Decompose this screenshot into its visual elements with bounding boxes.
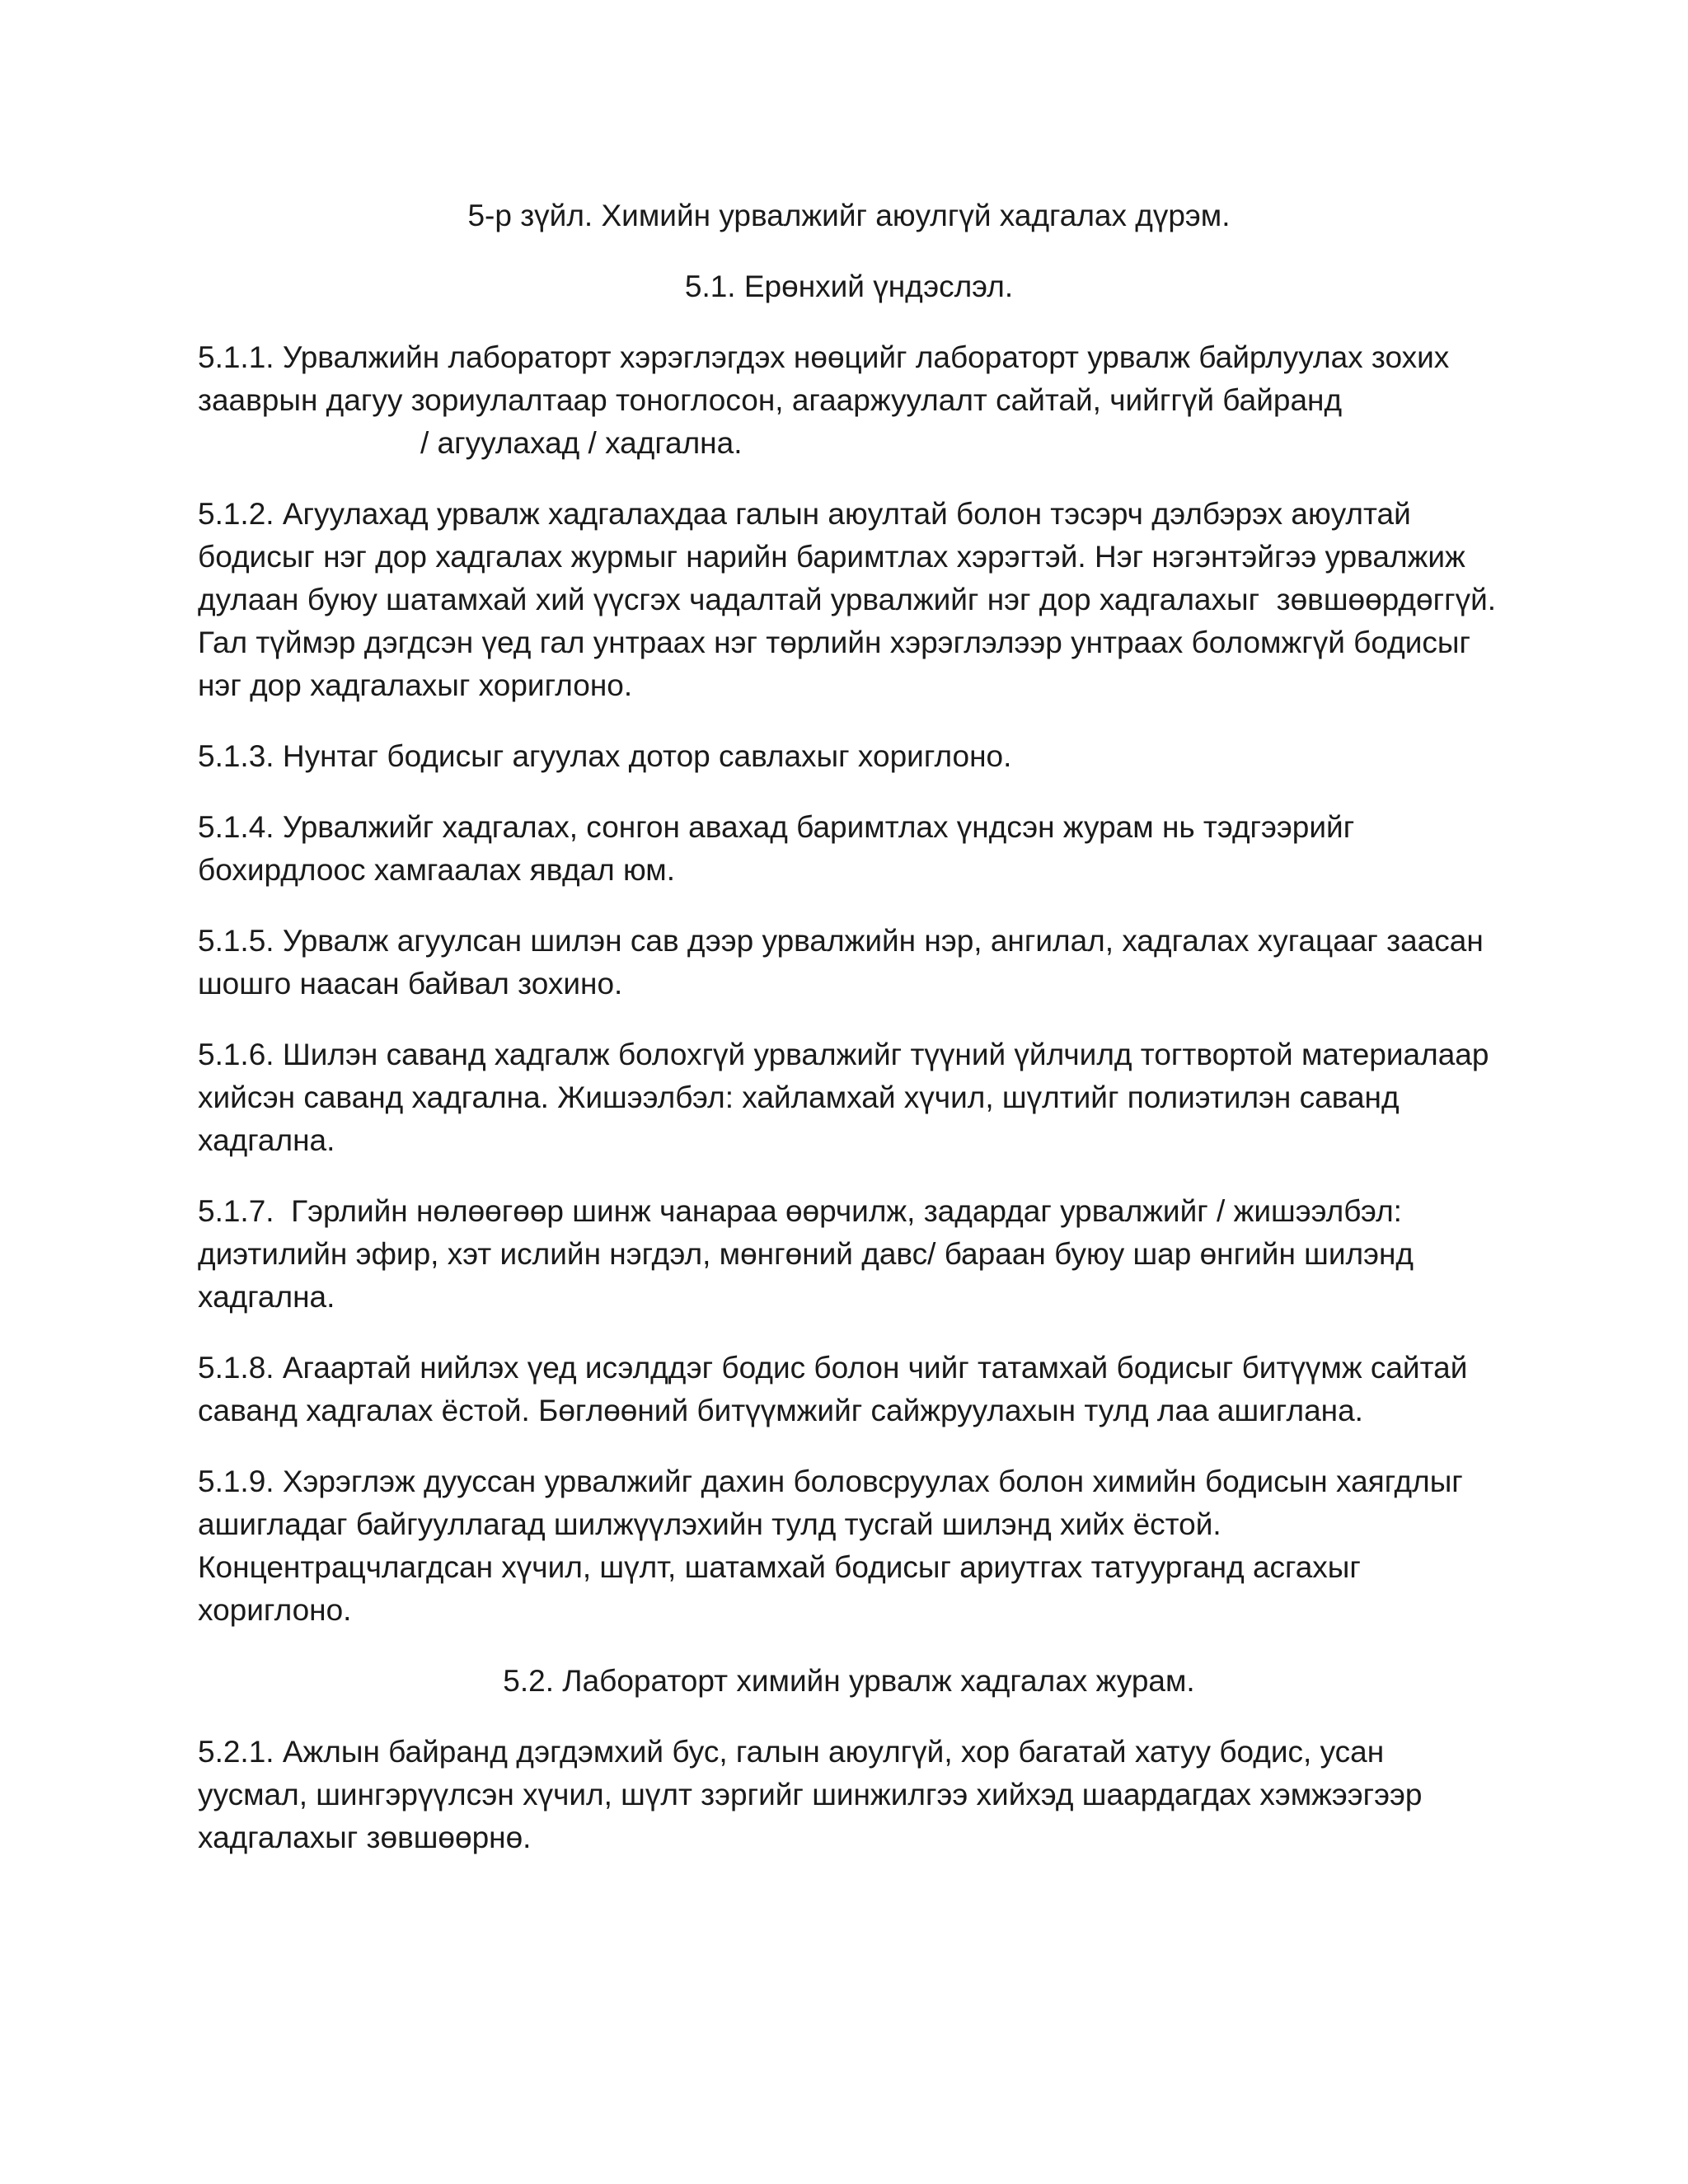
paragraph-5-1-7: 5.1.7. Гэрлийн нөлөөгөөр шинж чанараа өөрчилж, задардаг урвалжийг / жишээлбэл: диэтилийн эфир, хэт ислийн нэгдэл, мөнгөний давс/ бараан буюу шар өнгийн шилэнд хадгална. <box>198 1194 1423 1314</box>
paragraph-5-1-1 <box>198 336 1500 465</box>
section-heading-5-2: 5.2. Лабораторт химийн урвалж хадгалах журам. <box>503 1664 1195 1698</box>
paragraph-5-1-5: 5.1.5. Урвалж агуулсан шилэн сав дээр урвалжийн нэр, ангилал, хадгалах хугацааг заасан шошго наасан байвал зохино. <box>198 924 1501 1001</box>
paragraph-5-1-1-part-a: 5.1.1. Урвалжийн лабораторт хэрэглэгдэх нөөцийг лабораторт урвалж байрлуулах зохих зааврын дагуу зориулалтаар тоноглосон, агааржуулалт сайтай, чийггүй байранд <box>198 340 1458 417</box>
paragraph-5-1-1-part-b: / агуулахад / хадгална. <box>420 426 743 460</box>
article-title: 5-р зүйл. Химийн урвалжийг аюулгүй хадгалах дүрэм. <box>467 199 1231 232</box>
document-body <box>198 194 1505 1887</box>
paragraph-5-1-2: 5.1.2. Агуулахад урвалж хадгалахдаа галын аюултай болон тэсэрч дэлбэрэх аюултай бодисыг нэг дор хадгалах журмыг нарийн баримтлах хэрэгтэй. Нэг нэгэнтэйгээ урвалжиж дулаан буюу шатамхай хий үүсгэх чадалтай урвалжийг нэг дор хадгалахыг зөвшөөрдөггүй. Гал түймэр дэгдсэн үед гал унтраах нэг төрлийн хэрэглэлээр унтраах боломжгүй бодисыг нэг дор хадгалахыг хориглоно. <box>198 497 1505 702</box>
paragraph-5-2-1: 5.2.1. Ажлын байранд дэгдэмхий бус, галын аюулгүй, хор багатай хатуу бодис, усан уусмал, шингэрүүлсэн хүчил, шүлт зэргийг шинжилгээ хийхэд шаардагдах хэмжээгээр хадгалахыг зөвшөөрнө. <box>198 1735 1431 1854</box>
paragraph-5-1-9: 5.1.9. Хэрэглэж дууссан урвалжийг дахин боловсруулах болон химийн бодисын хаягдлыг ашигладаг байгууллагад шилжүүлэхийн тулд тусгай шилэнд хийх ёстой. Концентрацчлагдсан хүчил, шүлт, шатамхай бодисыг ариутгах татуурганд асгахыг хориглоно. <box>198 1465 1472 1627</box>
paragraph-5-1-6: 5.1.6. Шилэн саванд хадгалж болохгүй урвалжийг түүний үйлчилд тогтвортой материалаар хийсэн саванд хадгална. Жишээлбэл: хайламхай хүчил, шүлтийг полиэтилэн саванд хадгална. <box>198 1038 1498 1157</box>
section-heading-5-1: 5.1. Ерөнхий үндэслэл. <box>684 269 1014 303</box>
paragraph-5-1-3: 5.1.3. Нунтаг бодисыг агуулах дотор савлахыг хориглоно. <box>198 739 1012 773</box>
paragraph-5-1-4: 5.1.4. Урвалжийг хадгалах, сонгон авахад баримтлах үндсэн журам нь тэдгээрийг бохирдлоос хамгаалах явдал юм. <box>198 810 1363 887</box>
paragraph-5-1-8: 5.1.8. Агаартай нийлэх үед исэлддэг бодис болон чийг татамхай бодисыг битүүмж сайтай саванд хадгалах ёстой. Бөглөөний битүүмжийг сайжруулахын тулд лаа ашиглана. <box>198 1351 1476 1427</box>
